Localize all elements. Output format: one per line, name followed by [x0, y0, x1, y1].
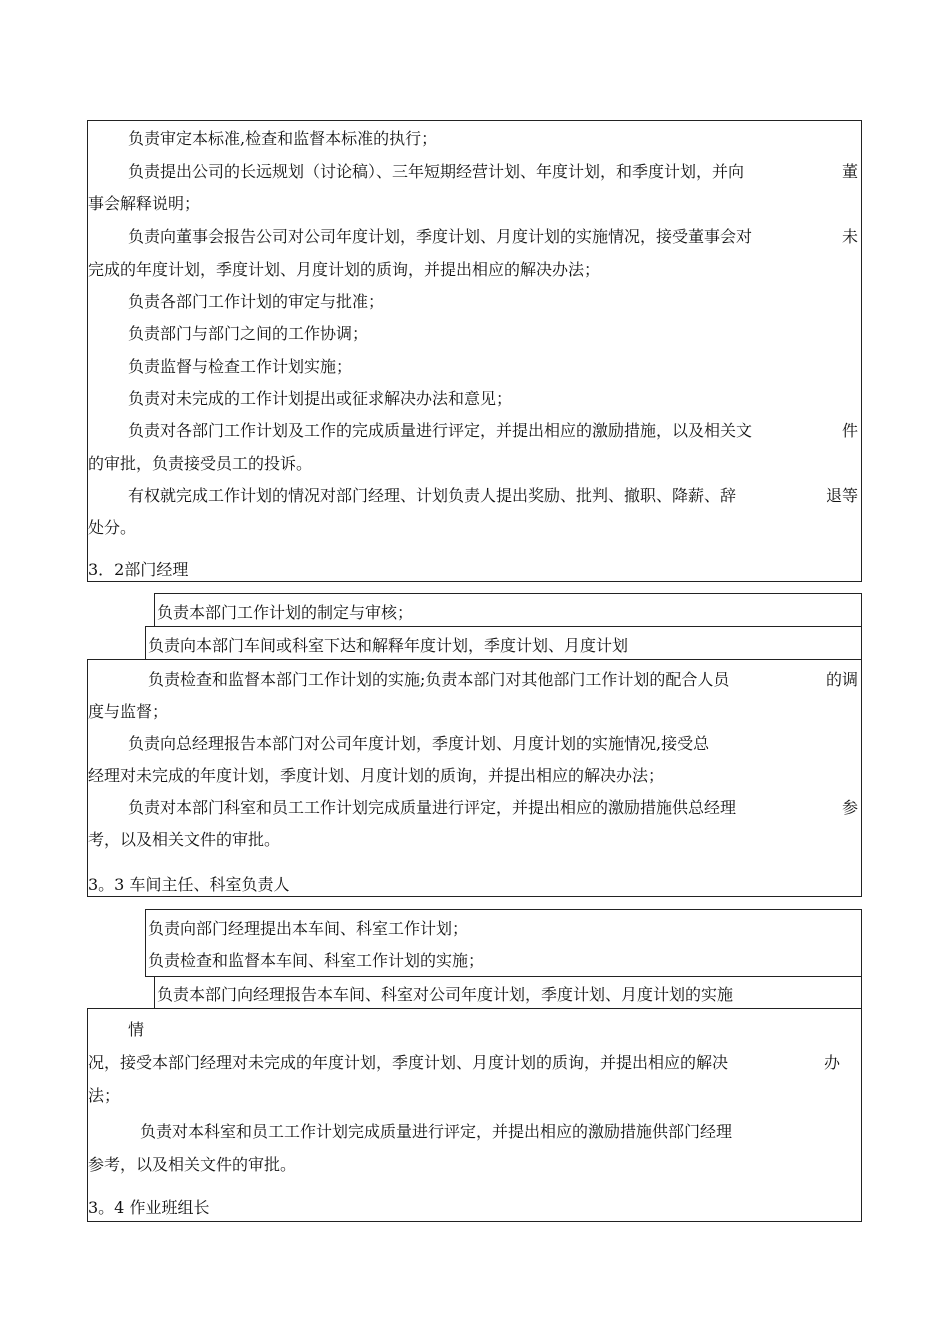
- ws-line-8: 参考，以及相关文件的审批。: [88, 1155, 297, 1174]
- gm-line-5: 完成的年度计划，季度计划、月度计划的质询，并提出相应的解决办法；: [88, 260, 601, 279]
- gm-line-11: 的审批，负责接受员工的投诉。: [88, 454, 313, 473]
- gm-line-4-text: 负责向董事会报告公司对公司年度计划，季度计划、月度计划的实施情况，接受董事会对: [128, 227, 753, 246]
- dm-line-2: 负责向本部门车间或科室下达和解释年度计划，季度计划、月度计划: [148, 636, 629, 655]
- ws-line-6: 法；: [88, 1086, 121, 1105]
- ws-line-5-text: 况，接受本部门经理对未完成的年度计划，季度计划、月度计划的质询，并提出相应的解决: [88, 1053, 729, 1072]
- dm-line-7: [128, 798, 858, 818]
- ws-line-2: 负责检查和监督本车间、科室工作计划的实施；: [148, 951, 485, 970]
- gm-line-2: [128, 162, 858, 182]
- dm-line-3-tail: 的调: [825, 670, 858, 689]
- section-heading-3-4: 3。4 作业班组长: [88, 1198, 210, 1217]
- section-heading-3-3: 3。3 车间主任、科室负责人: [88, 875, 290, 894]
- ws-section-box: [87, 1008, 862, 1222]
- ws-line-1: 负责向部门经理提出本车间、科室工作计划；: [148, 919, 469, 938]
- gm-line-10-text: 负责对各部门工作计划及工作的完成质量进行评定，并提出相应的激励措施，以及相关文: [128, 421, 753, 440]
- gm-line-3: 事会解释说明；: [88, 194, 201, 213]
- gm-line-12: [128, 486, 858, 506]
- gm-line-2-tail: 董: [841, 162, 858, 181]
- gm-line-10-tail: 件: [841, 421, 858, 440]
- gm-line-4: [128, 227, 858, 247]
- gm-line-9: 负责对未完成的工作计划提出或征求解决办法和意见；: [128, 389, 513, 408]
- ws-line-5-tail: 办: [823, 1053, 840, 1072]
- ws-line-3: 负责本部门向经理报告本车间、科室对公司年度计划，季度计划、月度计划的实施: [157, 985, 734, 1004]
- gm-line-13: 处分。: [88, 518, 137, 537]
- dm-line-3: [148, 670, 858, 690]
- ws-line-7: 负责对本科室和员工工作计划完成质量进行评定，并提出相应的激励措施供部门经理: [140, 1122, 733, 1141]
- gm-line-12-tail: 退等: [825, 486, 858, 505]
- dm-line-5: 负责向总经理报告本部门对公司年度计划，季度计划、月度计划的实施情况,接受总: [128, 734, 710, 753]
- dm-line-7-text: 负责对本部门科室和员工工作计划完成质量进行评定，并提出相应的激励措施供总经理: [128, 798, 737, 817]
- gm-line-10: [128, 421, 858, 441]
- gm-line-4-tail: 未: [841, 227, 858, 246]
- gm-line-12-text: 有权就完成工作计划的情况对部门经理、计划负责人提出奖励、批判、撤职、降薪、辞: [128, 486, 737, 505]
- dm-line-6: 经理对未完成的年度计划，季度计划、月度计划的质询，并提出相应的解决办法；: [88, 766, 665, 785]
- section-heading-3-2: 3．2部门经理: [88, 560, 189, 579]
- dm-line-7-tail: 参: [841, 798, 858, 817]
- gm-line-7: 负责部门与部门之间的工作协调；: [128, 324, 369, 343]
- dm-line-1: 负责本部门工作计划的制定与审核；: [157, 603, 414, 622]
- gm-line-6: 负责各部门工作计划的审定与批准；: [128, 292, 385, 311]
- gm-line-1: 负责审定本标准,检查和监督本标准的执行；: [128, 129, 438, 148]
- ws-line-4: 情: [128, 1020, 145, 1039]
- dm-line-3-text: 负责检查和监督本部门工作计划的实施;负责本部门对其他部门工作计划的配合人员: [148, 670, 730, 689]
- gm-line-8: 负责监督与检查工作计划实施；: [128, 357, 353, 376]
- dm-line-8: 考，以及相关文件的审批。: [88, 830, 281, 849]
- gm-line-2-text: 负责提出公司的长远规划（讨论稿）、三年短期经营计划、年度计划，和季度计划，并向: [128, 162, 745, 181]
- gm-section-box: [87, 120, 862, 582]
- dm-line-4: 度与监督；: [88, 702, 169, 721]
- ws-line-5: [88, 1053, 840, 1073]
